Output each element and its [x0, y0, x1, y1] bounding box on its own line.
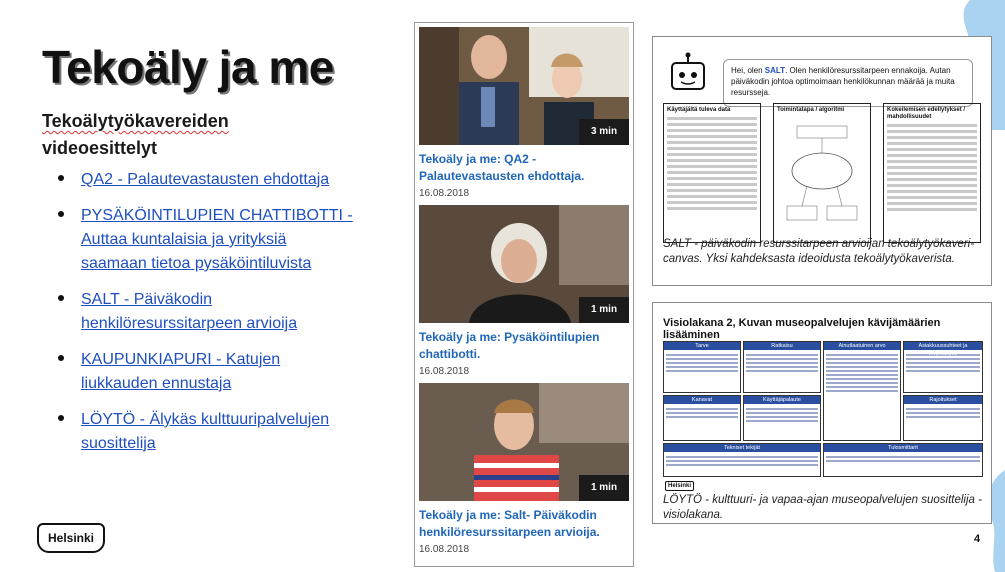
bubble-name: SALT	[764, 66, 786, 75]
video-duration: 1 min	[579, 297, 629, 323]
bubble-text-start: Hei, olen	[731, 66, 765, 75]
video-date: 16.08.2018	[419, 544, 470, 555]
canvas-cell	[903, 395, 983, 441]
loyto-canvas-caption: LÖYTÖ - kulttuuri- ja vapaa-ajan museopalvelujen suosittelija - visiolakana.	[663, 494, 982, 521]
list-item	[55, 408, 355, 456]
video-link-list	[55, 168, 355, 468]
canvas-cell	[743, 341, 821, 393]
cell-header: Tulosmittarit	[824, 444, 982, 452]
video-title[interactable]: Tekoäly ja me: QA2 - Palautevastausten ehdottaja.	[419, 152, 585, 183]
list-item	[55, 288, 355, 336]
video-title[interactable]: Tekoäly ja me: Salt- Päiväkodin henkilöresurssitarpeen arvioija.	[419, 508, 600, 539]
canvas-column-algorithm	[773, 103, 871, 243]
video-thumbnail[interactable]	[419, 27, 629, 145]
video-thumbnail[interactable]	[419, 205, 629, 323]
video-date: 16.08.2018	[419, 188, 470, 199]
cell-header: Ainutlaatuinen arvo	[824, 342, 900, 350]
link-kaupunkiapuri[interactable]: KAUPUNKIAPURI - Katujen liukkauden ennustaja	[81, 351, 281, 392]
cell-header: Asiakkuussuhteet ja levyntäkyky	[904, 342, 982, 350]
cell-header: Ratkaisu	[744, 342, 820, 350]
salt-canvas-image	[652, 36, 992, 286]
canvas-cell	[663, 443, 821, 477]
canvas-helsinki-logo: Helsinki	[665, 481, 694, 491]
cell-header: Tarve	[664, 342, 740, 350]
canvas-cell	[663, 395, 741, 441]
video-card[interactable]	[419, 205, 629, 377]
video-card[interactable]	[419, 27, 629, 199]
column-title: Toimintatapa / algoritmi	[777, 107, 845, 113]
page-number: 4	[974, 533, 981, 545]
canvas-cell	[823, 341, 901, 441]
cell-header: Rajoitukset	[904, 396, 982, 404]
link-chattibotti[interactable]: PYSÄKÖINTILUPIEN CHATTIBOTTI - Auttaa kuntalaisia ja yrityksiä saamaan tietoa pysäköintiluvista	[81, 207, 353, 272]
canvas-column-data	[663, 103, 761, 243]
helsinki-logo: Helsinki	[37, 523, 105, 553]
slide-title: Tekoäly ja me	[42, 41, 334, 93]
video-duration: 3 min	[579, 119, 629, 145]
video-panel	[414, 22, 634, 567]
list-item	[55, 204, 355, 276]
link-salt[interactable]: SALT - Päiväkodin henkilöresurssitarpeen arvioija	[81, 291, 298, 332]
sketch-diagram	[777, 116, 867, 236]
subtitle-line-1: Tekoälytyökavereiden	[42, 111, 229, 131]
canvas-cell	[823, 443, 983, 477]
canvas-cell	[743, 395, 821, 441]
video-date: 16.08.2018	[419, 366, 470, 377]
canvas-cell	[903, 341, 983, 393]
video-duration: 1 min	[579, 475, 629, 501]
cell-header: Käyttäjäpalaute	[744, 396, 820, 404]
visiolakana-title: Visiolakana 2, Kuvan museopalvelujen kävijämäärien lisääminen	[663, 317, 941, 341]
video-card[interactable]	[419, 383, 629, 555]
salt-canvas-caption: SALT - päiväkodin resurssitarpeen arvioijan tekoälytyökaveri-canvas. Yksi kahdeksasta ideoidusta tekoälytyökaverista.	[663, 238, 975, 265]
subtitle-line-2: videoesittelyt	[42, 138, 158, 158]
column-title: Käyttäjältä tuleva data	[667, 107, 731, 113]
robot-speech-bubble	[723, 59, 973, 107]
canvas-cell	[663, 341, 741, 393]
list-item	[55, 348, 355, 396]
column-title: Kokeilemisen edellytykset / mahdollisuudet	[887, 107, 966, 120]
canvas-column-conditions	[883, 103, 981, 243]
slide-subtitle	[42, 108, 302, 162]
cell-header: Kanavat	[664, 396, 740, 404]
cell-header: Tekniset tekijät	[664, 444, 820, 452]
video-thumbnail[interactable]	[419, 383, 629, 501]
robot-icon	[665, 51, 711, 97]
video-title[interactable]: Tekoäly ja me: Pysäköintilupien chattibotti.	[419, 330, 600, 361]
loyto-canvas-image	[652, 302, 992, 524]
bubble-text-end: . Olen henkilöresurssitarpeen ennakoija. Autan päiväkodin johtoa optimoimaan henkilökunnan määrää ja muita resursseja.	[731, 66, 955, 97]
link-qa2[interactable]: QA2 - Palautevastausten ehdottaja	[81, 171, 330, 188]
list-item	[55, 168, 355, 192]
link-loyto[interactable]: LÖYTÖ - Älykäs kulttuuripalvelujen suosittelija	[81, 411, 330, 452]
